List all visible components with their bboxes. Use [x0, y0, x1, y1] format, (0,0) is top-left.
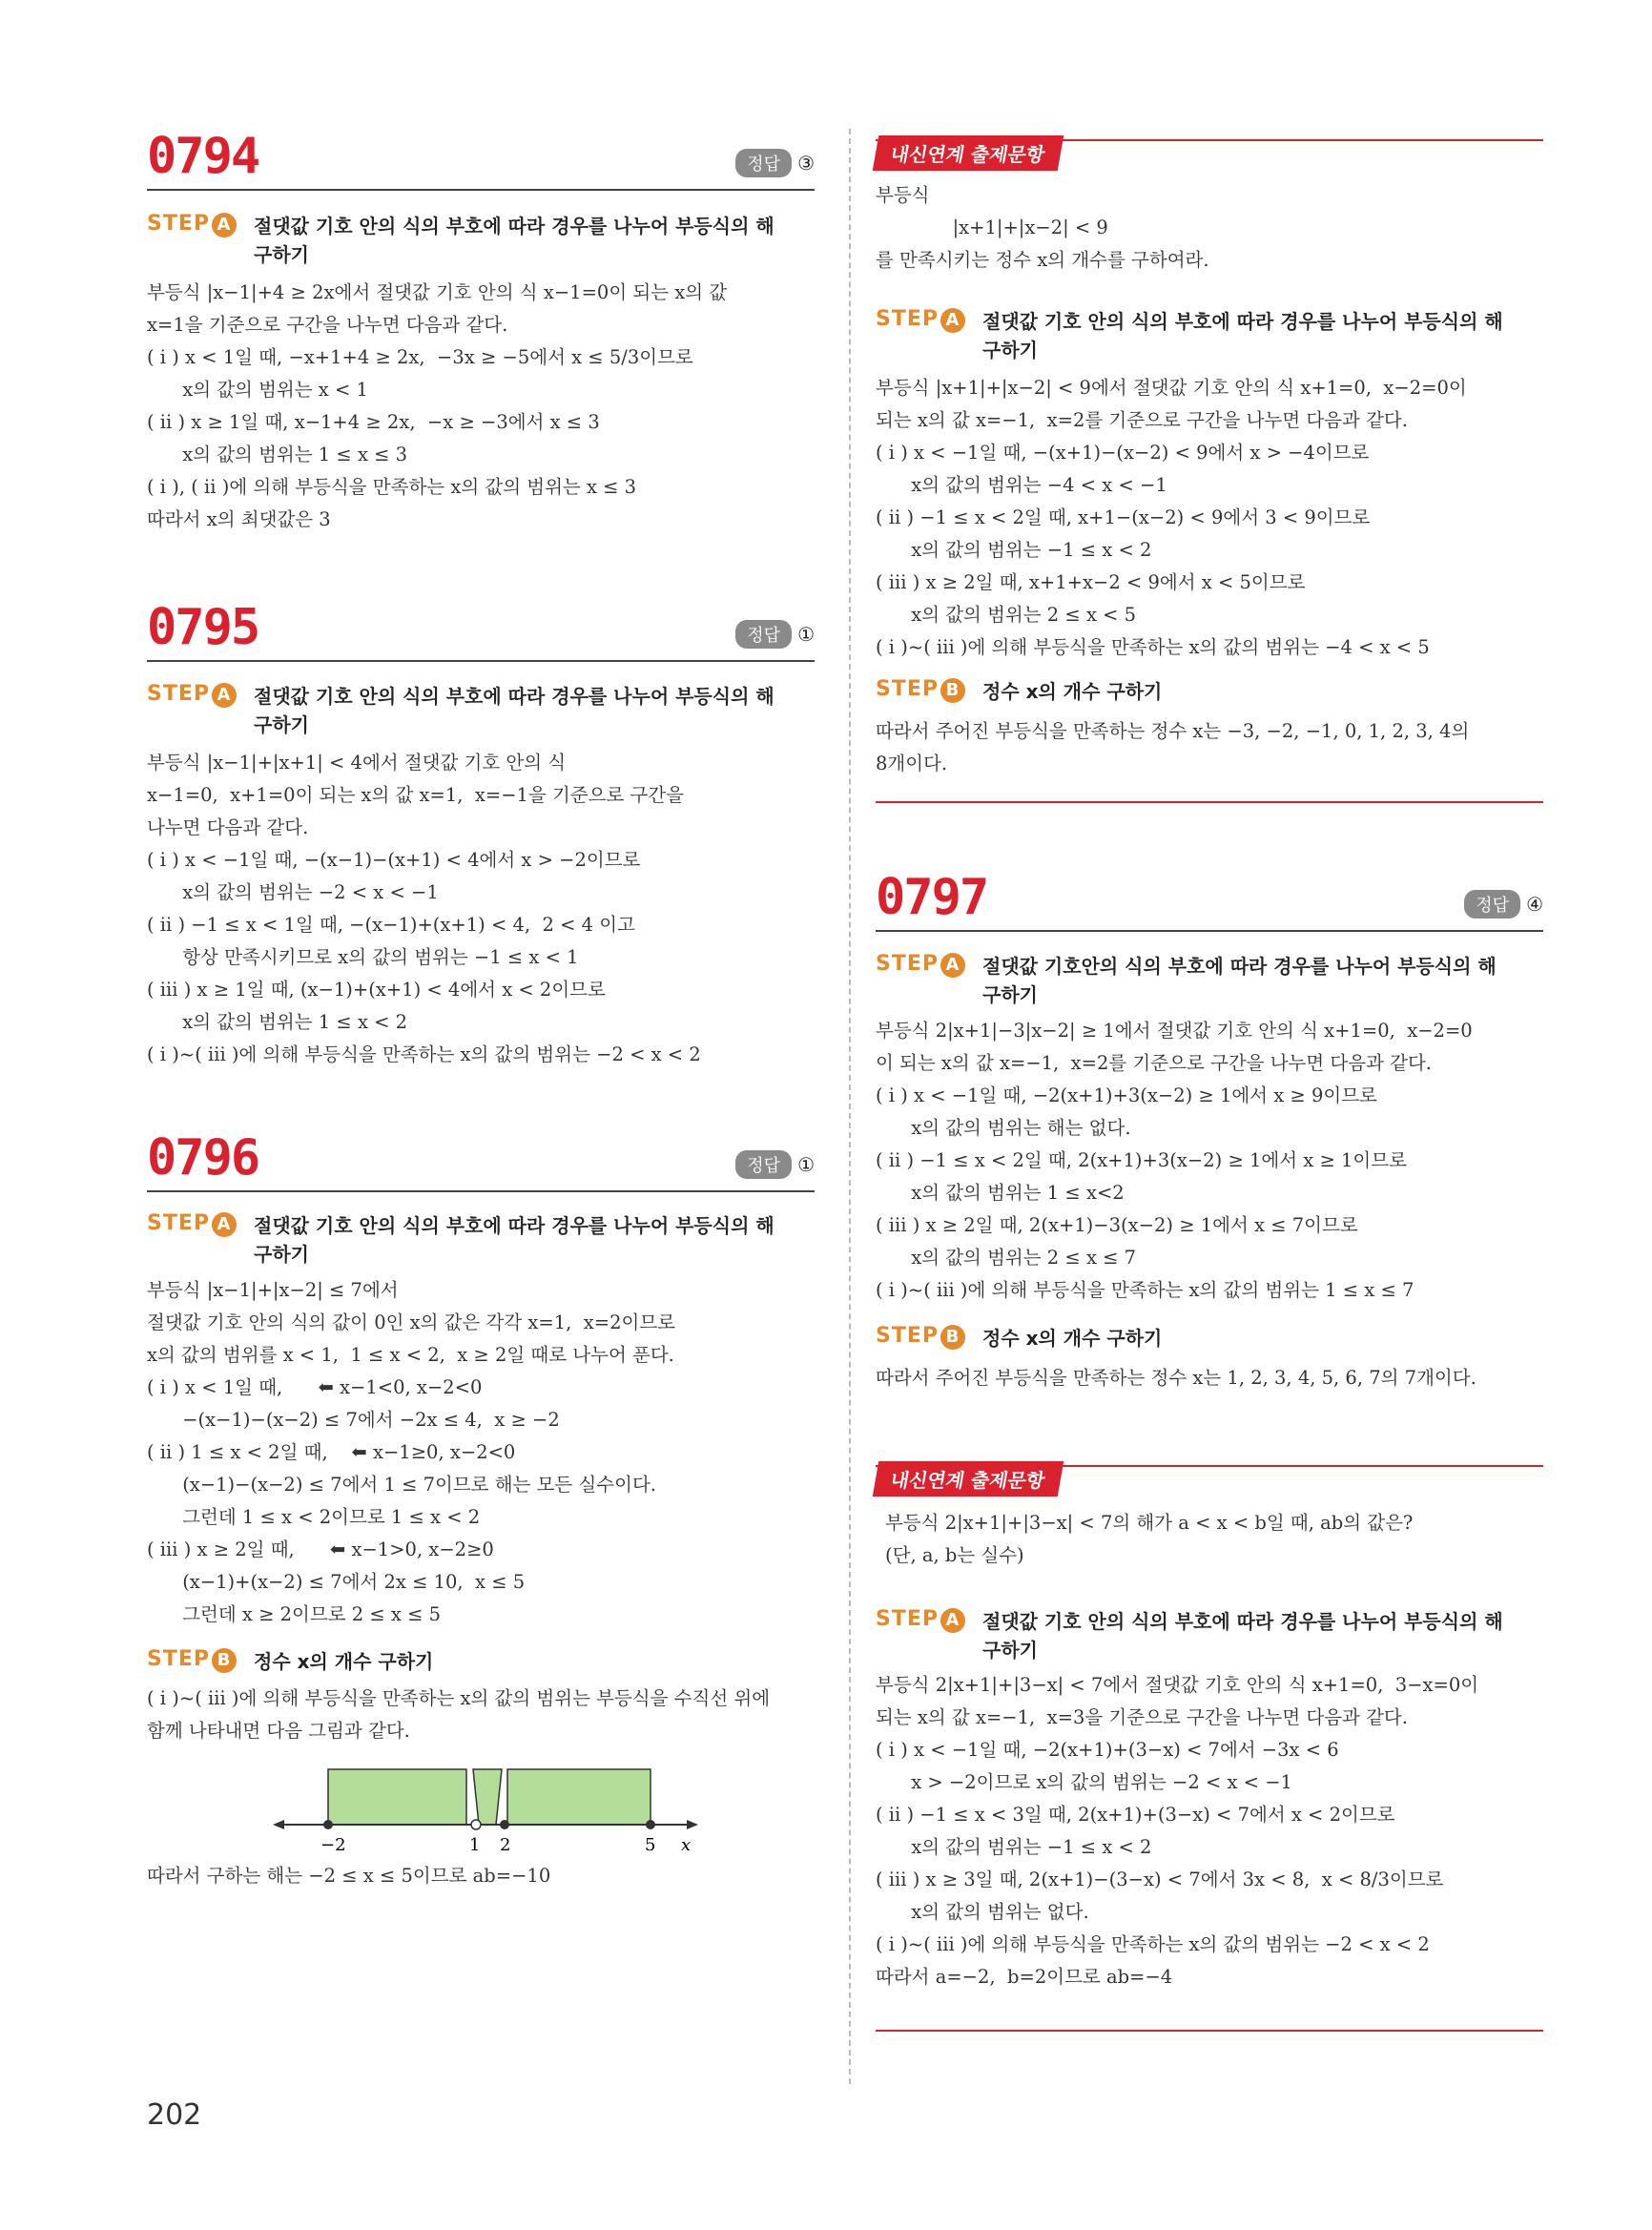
step-letter-icon: A: [940, 1608, 965, 1633]
answer-value: ③: [797, 152, 815, 175]
step-tag: [876, 677, 965, 703]
interval-box: [328, 1769, 466, 1825]
interval-box: [473, 1769, 502, 1825]
answer-value: ④: [1526, 893, 1543, 916]
step-label: STEP: [876, 952, 940, 976]
solution-text: 부등식 2|x+1|−3|x−2| ≥ 1에서 절댓값 기호 안의 식 x+1=0, x−2=0 이 되는 x의 값 x=−1, x=2를 기준으로 구간을 나누면 다음과 같다. ( i ) x < −1일 때, −2(x+1)+3(x−2) ≥ 1에서 x ≥ 9이므로 x의 값의 범위는 해는 없다. ( ii ) −1 ≤ x < 2일 때, 2(x+1)+3(x−2) ≥ 1에서 x ≥ 1이므로 x의 값의 범위는 1 ≤ x<2 ( iii ) x ≥ 2일 때, 2(x+1)−3(x−2) ≥ 1에서 x ≤ 7이므로 x의 값의 범위는 2 ≤ x ≤ 7 ( i )~( iii )에 의해 부등식을 만족하는 x의 값의 범위는 1 ≤ x ≤ 7: [876, 1020, 1473, 1301]
step-a: [147, 1211, 815, 1269]
step-title: 절댓값 기호 안의 식의 부호에 따라 경우를 나누어 부등식의 해 구하기: [982, 310, 1503, 361]
point-marker: [646, 1820, 655, 1829]
tick-label: −2: [320, 1835, 346, 1855]
problem-number: 0796: [147, 1129, 259, 1187]
answer-box: [1464, 890, 1543, 919]
point-marker: [323, 1820, 333, 1829]
step-tag: [876, 1324, 965, 1350]
answer-value: ①: [797, 623, 815, 646]
step-title: 절댓값 기호 안의 식의 부호에 따라 경우를 나누어 부등식의 해 구하기: [254, 215, 774, 266]
answer-label: 정답: [1464, 890, 1520, 919]
interval-box: [507, 1769, 650, 1825]
answer-box: [735, 149, 815, 177]
step-tag: [147, 212, 237, 237]
step-a: [876, 307, 1543, 364]
step-tag: [876, 952, 965, 978]
step-title: 절댓값 기호 안의 식의 부호에 따라 경우를 나누어 부등식의 해 구하기: [254, 1214, 774, 1266]
answer-box: [735, 620, 815, 649]
step-letter-icon: B: [212, 1648, 237, 1673]
problem-0794-header: [147, 122, 815, 191]
question-text: 부등식 2|x+1|+|3−x| < 7의 해가 a < x < b일 때, ab의 값은? (단, a, b는 실수): [885, 1512, 1414, 1566]
naesin-label: 내신연계 출제문항: [873, 135, 1063, 171]
step-title: 정수 x의 개수 구하기: [254, 1650, 434, 1673]
axis-arrow-right: [687, 1820, 698, 1829]
step-a: [147, 212, 815, 269]
solution-text: 부등식 2|x+1|+|3−x| < 7에서 절댓값 기호 안의 식 x+1=0, 3−x=0이 되는 x의 값 x=−1, x=3을 기준으로 구간을 나누면 다음과 같다. ( i ) x < −1일 때, −2(x+1)+(3−x) < 7에서 −3x < 6 x > −2이므로 x의 값의 범위는 −2 < x < −1 ( ii ) −1 ≤ x < 3일 때, 2(x+1)+(3−x) < 7에서 x < 2이므로 x의 값의 범위는 −1 ≤ x < 2 ( iii ) x ≥ 3일 때, 2(x+1)−(3−x) < 7에서 3x < 8, x < 8/3이므로 x의 값의 범위는 없다. ( i )~( iii )에 의해 부등식을 만족하는 x의 값의 범위는 −2 < x < 2 따라서 a=−2, b=2이므로 ab=−4: [876, 1674, 1479, 1988]
step-tag: [876, 307, 965, 333]
solution-text: 부등식 |x−1|+|x+1| < 4에서 절댓값 기호 안의 식 x−1=0, x+1=0이 되는 x의 값 x=1, x=−1을 기준으로 구간을 나누면 다음과 같다. ( i ) x < −1일 때, −(x−1)−(x+1) < 4에서 x > −2이므로 x의 값의 범위는 −2 < x < −1 ( ii ) −1 ≤ x < 1일 때, −(x−1)+(x+1) < 4, 2 < 4 이고 항상 만족시키므로 x의 값의 범위는 −1 ≤ x < 1 ( iii ) x ≥ 1일 때, (x−1)+(x+1) < 4에서 x < 2이므로 x의 값의 범위는 1 ≤ x < 2 ( i )~( iii )에 의해 부등식을 만족하는 x의 값의 범위는 −2 < x < 2: [147, 752, 701, 1065]
point-marker: [471, 1820, 481, 1829]
step-label: STEP: [147, 682, 211, 706]
solution-text: 부등식 |x−1|+|x−2| ≤ 7에서 절댓값 기호 안의 식의 값이 0인 x의 값은 각각 x=1, x=2이므로 x의 값의 범위를 x < 1, 1 ≤ x < 2, x ≥ 2일 때로 나누어 푼다. ( i ) x < 1일 때, ⬅ x−1<0, x−2<0 −(x−1)−(x−2) ≤ 7에서 −2x ≤ 4, x ≥ −2 ( ii ) 1 ≤ x < 2일 때, ⬅ x−1≥0, x−2<0 (x−1)−(x−2) ≤ 7에서 1 ≤ 7이므로 해는 모든 실수이다. 그런데 1 ≤ x < 2이므로 1 ≤ x < 2 ( iii ) x ≥ 2일 때, ⬅ x−1>0, x−2≥0 (x−1)+(x−2) ≤ 7에서 2x ≤ 10, x ≤ 5 그런데 x ≥ 2이므로 2 ≤ x ≤ 5: [147, 1279, 676, 1625]
solution-text-b: 따라서 주어진 부등식을 만족하는 정수 x는 1, 2, 3, 4, 5, 6, 7의 7개이다.: [876, 1367, 1476, 1389]
step-tag: [147, 1211, 237, 1237]
axis-label: x: [681, 1835, 692, 1855]
step-letter-icon: A: [212, 1212, 237, 1237]
tick-label: 2: [500, 1835, 511, 1855]
problem-0797-header: [876, 863, 1543, 932]
section-end-line: [876, 2030, 1543, 2032]
step-title: 정수 x의 개수 구하기: [982, 680, 1163, 703]
conclusion-text: 따라서 구하는 해는 −2 ≤ x ≤ 5이므로 ab=−10: [147, 1865, 551, 1887]
section-end-line: [876, 801, 1543, 803]
step-label: STEP: [876, 1324, 940, 1348]
problem-0796-header: [147, 1124, 815, 1192]
step-a: [147, 682, 815, 739]
step-letter-icon: B: [940, 678, 965, 703]
answer-label: 정답: [735, 1150, 792, 1179]
tick-label: 5: [645, 1835, 656, 1855]
step-b: [147, 1647, 815, 1678]
solution-text-b: ( i )~( iii )에 의해 부등식을 만족하는 x의 값의 범위는 부등식을 수직선 위에 함께 나타내면 다음 그림과 같다.: [147, 1687, 771, 1742]
answer-box: [735, 1150, 815, 1179]
step-tag: [147, 1647, 237, 1673]
problem-number: 0795: [147, 599, 259, 656]
answer-value: ①: [797, 1153, 815, 1176]
solution-text-b: 따라서 주어진 부등식을 만족하는 정수 x는 −3, −2, −1, 0, 1, 2, 3, 4의 8개이다.: [876, 720, 1470, 774]
tick-label: 1: [469, 1835, 481, 1855]
step-label: STEP: [876, 307, 940, 331]
point-marker: [500, 1820, 509, 1829]
solution-text: 부등식 |x−1|+4 ≥ 2x에서 절댓값 기호 안의 식 x−1=0이 되는 x의 값 x=1을 기준으로 구간을 나누면 다음과 같다. ( i ) x < 1일 때, −x+1+4 ≥ 2x, −3x ≥ −5에서 x ≤ 5/3이므로 x의 값의 범위는 x < 1 ( ii ) x ≥ 1일 때, x−1+4 ≥ 2x, −x ≥ −3에서 x ≤ 3 x의 값의 범위는 1 ≤ x ≤ 3 ( i ), ( ii )에 의해 부등식을 만족하는 x의 값의 범위는 x ≤ 3 따라서 x의 최댓값은 3: [147, 281, 728, 530]
step-title: 정수 x의 개수 구하기: [982, 1327, 1163, 1350]
naesin-header: [876, 1459, 1061, 1497]
question-text: 부등식 |x+1|+|x−2| < 9 를 만족시키는 정수 x의 개수를 구하여라.: [876, 184, 1209, 271]
naesin-label: 내신연계 출제문항: [873, 1461, 1063, 1497]
page-number: 202: [147, 2098, 202, 2132]
answer-label: 정답: [735, 620, 792, 649]
step-label: STEP: [147, 1211, 211, 1235]
step-tag: [876, 1607, 965, 1633]
step-letter-icon: A: [212, 213, 237, 237]
problem-number: 0794: [147, 128, 259, 185]
step-label: STEP: [876, 1607, 940, 1631]
naesin-header: [876, 134, 1061, 172]
step-a: [876, 1607, 1543, 1664]
step-label: STEP: [147, 212, 211, 236]
solution-text: 부등식 |x+1|+|x−2| < 9에서 절댓값 기호 안의 식 x+1=0, x−2=0이 되는 x의 값 x=−1, x=2를 기준으로 구간을 나누면 다음과 같다. ( i ) x < −1일 때, −(x+1)−(x−2) < 9에서 x > −4이므로 x의 값의 범위는 −4 < x < −1 ( ii ) −1 ≤ x < 2일 때, x+1−(x−2) < 9에서 3 < 9이므로 x의 값의 범위는 −1 ≤ x < 2 ( iii ) x ≥ 2일 때, x+1+x−2 < 9에서 x < 5이므로 x의 값의 범위는 2 ≤ x < 5 ( i )~( iii )에 의해 부등식을 만족하는 x의 값의 범위는 −4 < x < 5: [876, 377, 1467, 658]
step-letter-icon: A: [212, 683, 237, 708]
step-title: 절댓값 기호 안의 식의 부호에 따라 경우를 나누어 부등식의 해 구하기: [982, 1610, 1503, 1662]
step-label: STEP: [147, 1647, 211, 1671]
step-a: [876, 952, 1543, 1009]
problem-number: 0797: [876, 869, 988, 926]
step-b: [876, 1324, 1543, 1354]
step-tag: [147, 682, 237, 708]
step-letter-icon: A: [940, 308, 965, 333]
step-letter-icon: B: [940, 1325, 965, 1350]
step-label: STEP: [876, 677, 940, 701]
problem-0795-header: [147, 593, 815, 662]
step-title: 절댓값 기호 안의 식의 부호에 따라 경우를 나누어 부등식의 해 구하기: [254, 685, 774, 736]
answer-label: 정답: [735, 149, 792, 177]
step-title: 절댓값 기호안의 식의 부호에 따라 경우를 나누어 부등식의 해 구하기: [982, 955, 1497, 1006]
step-b: [876, 677, 1543, 708]
axis-arrow-left: [273, 1820, 284, 1829]
step-letter-icon: A: [940, 953, 965, 978]
